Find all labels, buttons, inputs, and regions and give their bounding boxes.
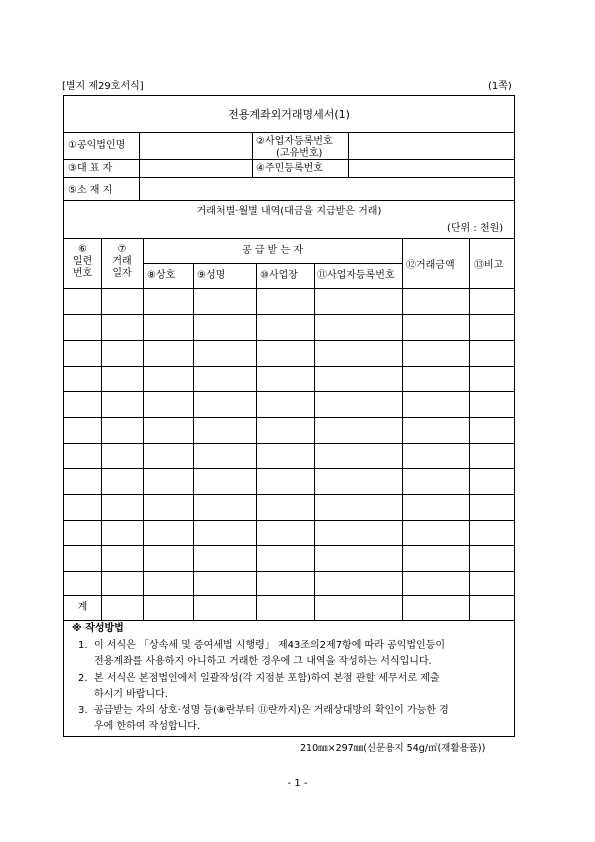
col-date: 거래 일자: [112, 256, 132, 279]
total-label: 계: [77, 602, 88, 613]
col-amount: ⑫거래금액: [406, 260, 455, 271]
note-text: 공급받는 자의 상호·성명 등(⑧란부터 ⑪란까지)은 거래상대방의 확인이 가능한 경 우에 한하여 작성합니다.: [94, 705, 449, 732]
col-person-name: ⑨성명: [197, 270, 226, 281]
section-heading: 거래처별·월별 내역(대금을 지급받은 거래): [196, 206, 382, 217]
col-date-num: ⑦: [117, 244, 127, 255]
note-number: 1.: [78, 640, 88, 651]
col-serial: 일련 번호: [72, 256, 93, 279]
company-name-label: ①공익법인명: [68, 140, 126, 151]
form-frame: [63, 95, 515, 737]
col-trade-name: ⑧상호: [147, 270, 176, 281]
unit-label: (단위 : 천원): [447, 223, 504, 234]
note-number: 3.: [78, 705, 88, 716]
notes-title: ※ 작성방법: [72, 623, 124, 634]
note-number: 2.: [78, 673, 88, 684]
col-biz-no: ⑪사업자등록번호: [317, 270, 395, 281]
resident-no-label: ④주민등록번호: [256, 163, 323, 174]
note-text: 이 서식은 「상속세 및 증여세법 시행령」 제43조의2제7항에 따라 공익법인등이 전용계좌를 사용하지 아니하고 거래한 경우에 그 내역을 작성하는 서식입니다.: [94, 640, 446, 667]
paper-spec: 210㎜×297㎜(신문용지 54g/㎡(재활용품)): [300, 743, 486, 754]
representative-label: ③대 표 자: [68, 163, 113, 174]
page-number: - 1 -: [287, 778, 308, 789]
address-label: ⑤소 재 지: [68, 185, 113, 196]
form-title: 전용계좌외거래명세서(1): [228, 108, 350, 121]
page-label: (1쪽): [488, 81, 512, 92]
supplier-group-header: 공 급 받 는 자: [241, 245, 303, 256]
note-text: 본 서식은 본점법인에서 일괄작성(각 지점분 포함)하여 본점 관할 세무서로 제출 하시기 바랍니다.: [94, 673, 440, 700]
col-remarks: ⑬비고: [474, 260, 504, 271]
biz-reg-no-sub-label: (고유번호): [276, 148, 323, 159]
biz-reg-no-label: ②사업자등록번호: [256, 136, 333, 147]
col-serial-num: ⑥: [78, 244, 87, 255]
form-label: [별지 제29호서식]: [62, 81, 144, 92]
col-workplace: ⑩사업장: [260, 270, 298, 281]
